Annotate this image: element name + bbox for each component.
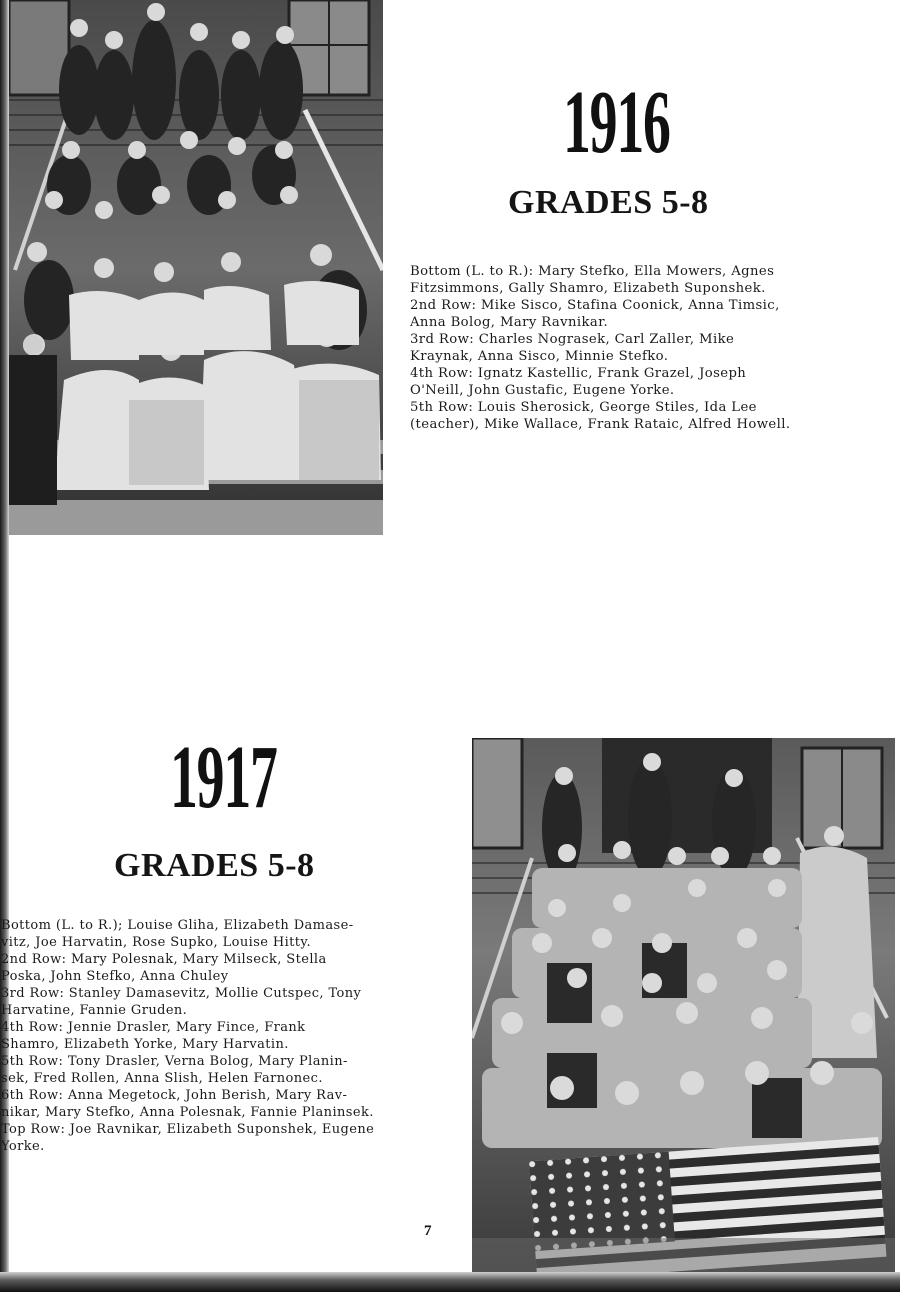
caption-1917-line: vitz, Joe Harvatin, Rose Supko, Louise Hitty. <box>1 935 311 950</box>
caption-1917 <box>1 917 374 1155</box>
caption-1917-line: Yorke. <box>1 1139 45 1154</box>
caption-1916-line: 4th Row: Ignatz Kastellic, Frank Grazel, Joseph <box>410 366 747 381</box>
caption-1916-line: Anna Bolog, Mary Ravnikar. <box>410 315 609 330</box>
page-number: 7 <box>424 1223 432 1239</box>
caption-1916-line: Fitzsimmons, Gally Shamro, Elizabeth Suponshek. <box>410 281 766 296</box>
page-bottom-shadow <box>0 1272 900 1292</box>
caption-1917-line: Bottom (L. to R.); Louise Gliha, Elizabeth Damase- <box>1 918 354 933</box>
caption-1916-line: (teacher), Mike Wallace, Frank Rataic, Alfred Howell. <box>410 417 791 432</box>
caption-1916-line: 2nd Row: Mike Sisco, Stafina Coonick, Anna Timsic, <box>410 298 780 313</box>
caption-1916-line: 5th Row: Louis Sherosick, George Stiles, Ida Lee <box>410 400 757 415</box>
caption-1917-line: 3rd Row: Stanley Damasevitz, Mollie Cutspec, Tony <box>1 986 362 1001</box>
caption-1917-line: 5th Row: Tony Drasler, Verna Bolog, Mary Planin- <box>1 1054 348 1069</box>
grades-heading-1917: GRADES 5-8 <box>114 847 315 884</box>
caption-1917-line: Poska, John Stefko, Anna Chuley <box>1 969 229 984</box>
class-photo-1917 <box>472 738 895 1272</box>
caption-1917-line: Top Row: Joe Ravnikar, Elizabeth Suponshek, Eugene <box>1 1122 375 1137</box>
caption-1916-line: O'Neill, John Gustafic, Eugene Yorke. <box>410 383 675 398</box>
class-photo-1916 <box>9 0 383 535</box>
caption-1917-line: 4th Row: Jennie Drasler, Mary Fince, Frank <box>1 1020 306 1035</box>
class-photo-1916-image <box>9 0 383 535</box>
year-heading-1916: 1916 <box>563 73 670 172</box>
caption-1916 <box>410 263 790 433</box>
caption-1917-line: Harvatine, Fannie Gruden. <box>1 1003 188 1018</box>
grades-heading-1916: GRADES 5-8 <box>508 184 709 221</box>
caption-1917-line: 6th Row: Anna Megetock, John Berish, Mary Rav- <box>1 1088 348 1103</box>
class-photo-1917-image <box>472 738 895 1272</box>
caption-1917-line: 2nd Row: Mary Polesnak, Mary Milseck, Stella <box>1 952 327 967</box>
caption-1916-line: Bottom (L. to R.): Mary Stefko, Ella Mowers, Agnes <box>410 264 775 279</box>
year-heading-1917: 1917 <box>170 728 277 827</box>
caption-1917-line: Shamro, Elizabeth Yorke, Mary Harvatin. <box>1 1037 289 1052</box>
caption-1916-line: 3rd Row: Charles Nograsek, Carl Zaller, Mike <box>410 332 735 347</box>
caption-1916-line: Kraynak, Anna Sisco, Minnie Stefko. <box>410 349 669 364</box>
caption-1917-line: sek, Fred Rollen, Anna Slish, Helen Farnonec. <box>1 1071 323 1086</box>
caption-1917-line: nikar, Mary Stefko, Anna Polesnak, Fannie Planinsek. <box>1 1105 374 1120</box>
